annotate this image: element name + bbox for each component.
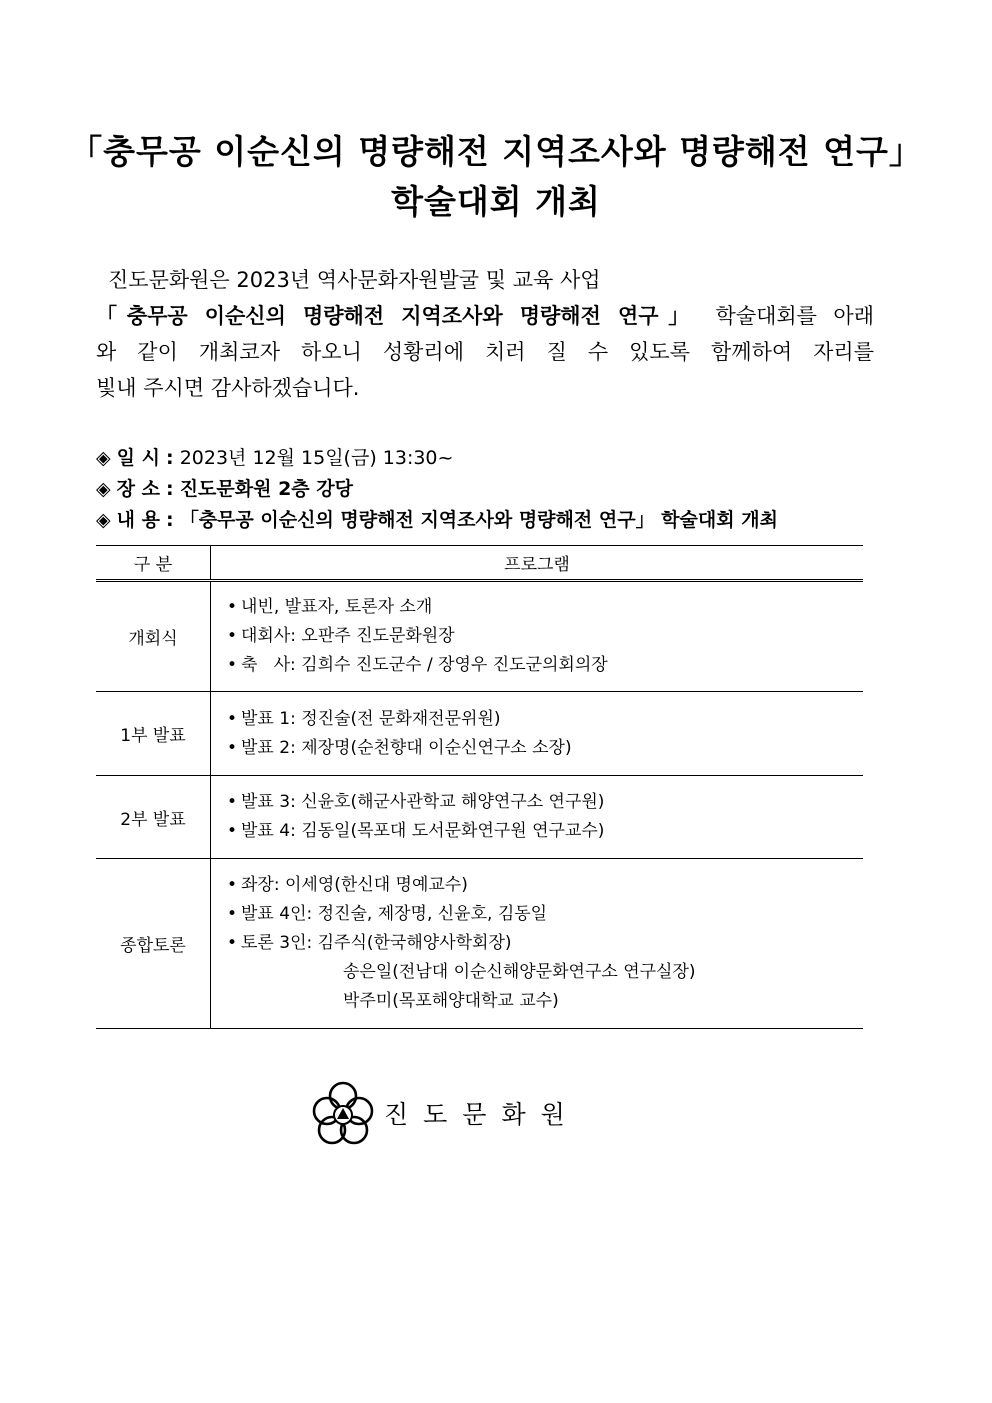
header-section: 구 분 <box>96 546 211 581</box>
bullet-icon: • <box>226 792 238 812</box>
info-place <box>96 474 778 505</box>
program-table <box>96 545 863 1029</box>
table-row <box>96 692 863 776</box>
bullet-icon: • <box>226 626 238 646</box>
info-value: 진도문화원 2층 강당 <box>179 478 353 500</box>
list-item <box>223 734 863 763</box>
info-separator: : <box>166 509 174 531</box>
header-program: 프로그램 <box>211 546 864 581</box>
list-item <box>223 929 863 958</box>
list-item <box>223 788 863 817</box>
row-section: 1부 발표 <box>96 692 211 776</box>
row-program <box>211 692 864 776</box>
row-section: 종합토론 <box>96 859 211 1029</box>
list-item <box>223 622 863 651</box>
item-text: 발표 1: 정진술(전 문화재전문위원) <box>241 708 501 729</box>
info-separator: : <box>166 447 174 469</box>
info-content <box>96 505 778 536</box>
info-label: 내 용 <box>116 509 160 531</box>
bullet-icon: • <box>226 597 238 617</box>
intro-paragraph <box>96 262 874 406</box>
item-text: 토론 3인: 김주식(한국해양사학회장) <box>241 933 512 953</box>
list-item <box>223 817 863 846</box>
bullet-icon: • <box>226 875 238 895</box>
row-program <box>211 859 864 1029</box>
jindo-cultural-center-logo-icon <box>310 1080 376 1146</box>
list-item-continuation: 박주미(목포해양대학교 교수) <box>343 991 559 1011</box>
info-date <box>96 443 778 474</box>
intro-line: 빛내 주시면 감사하겠습니다. <box>96 376 360 400</box>
table-row <box>96 776 863 859</box>
item-text: 발표 4: 김동일(목포대 도서문화연구원 연구교수) <box>241 821 605 841</box>
table-row <box>96 859 863 1029</box>
item-text: 발표 3: 신윤호(해군사관학교 해양연구소 연구원) <box>241 792 605 812</box>
bullet-icon: • <box>226 904 238 924</box>
list-item <box>223 593 863 622</box>
intro-text: 학술대회를 아래 <box>699 304 874 328</box>
info-value: 2023년 12월 15일(금) 13:30~ <box>179 447 454 469</box>
row-program <box>211 776 864 859</box>
bullet-icon: • <box>226 655 238 675</box>
row-section: 개회식 <box>96 581 211 692</box>
list-item <box>223 705 863 734</box>
table-row <box>96 581 863 692</box>
list-item <box>223 651 863 680</box>
diamond-bullet-icon: ◈ <box>96 478 111 500</box>
info-value: 「충무공 이순신의 명량해전 지역조사와 명량해전 연구」 학술대회 개최 <box>179 509 778 531</box>
diamond-bullet-icon: ◈ <box>96 447 111 469</box>
item-text: 내빈, 발표자, 토론자 소개 <box>241 597 433 617</box>
document-title-line2: 학술대회 개최 <box>391 182 601 221</box>
item-text: 대회사: 오판주 진도문화원장 <box>241 626 455 646</box>
table-header-row <box>96 546 863 581</box>
document-title-line1: 「충무공 이순신의 명량해전 지역조사와 명량해전 연구」 <box>69 132 923 171</box>
organization-name: 진도문화원 <box>384 1100 580 1129</box>
diamond-bullet-icon: ◈ <box>96 509 111 531</box>
bullet-icon: • <box>226 933 238 953</box>
info-label: 장 소 <box>116 478 160 500</box>
list-item-continuation: 송은일(전남대 이순신해양문화연구소 연구실장) <box>343 962 696 982</box>
info-separator: : <box>166 478 174 500</box>
bullet-icon: • <box>226 737 238 758</box>
list-item <box>223 871 863 900</box>
item-text: 축 사: 김희수 진도군수 / 장영우 진도군의회의장 <box>241 655 608 675</box>
bullet-icon: • <box>226 708 238 729</box>
intro-line: 와 같이 개최코자 하오니 성황리에 치러 질 수 있도록 함께하여 자리를 <box>96 340 874 364</box>
intro-line: 진도문화원은 2023년 역사문화자원발굴 및 교육 사업 <box>108 268 601 292</box>
row-section: 2부 발표 <box>96 776 211 859</box>
list-item <box>223 900 863 929</box>
bullet-icon: • <box>226 821 238 841</box>
event-info <box>96 443 778 536</box>
intro-line <box>96 298 874 334</box>
info-label: 일 시 <box>116 447 160 469</box>
intro-event-title: 「충무공 이순신의 명량해전 지역조사와 명량해전 연구」 <box>96 304 700 328</box>
row-program <box>211 581 864 692</box>
item-text: 발표 4인: 정진술, 제장명, 신윤호, 김동일 <box>241 904 548 924</box>
item-text: 발표 2: 제장명(순천향대 이순신연구소 소장) <box>241 737 572 758</box>
item-text: 좌장: 이세영(한신대 명예교수) <box>241 875 468 895</box>
footer-signature <box>310 1080 580 1146</box>
